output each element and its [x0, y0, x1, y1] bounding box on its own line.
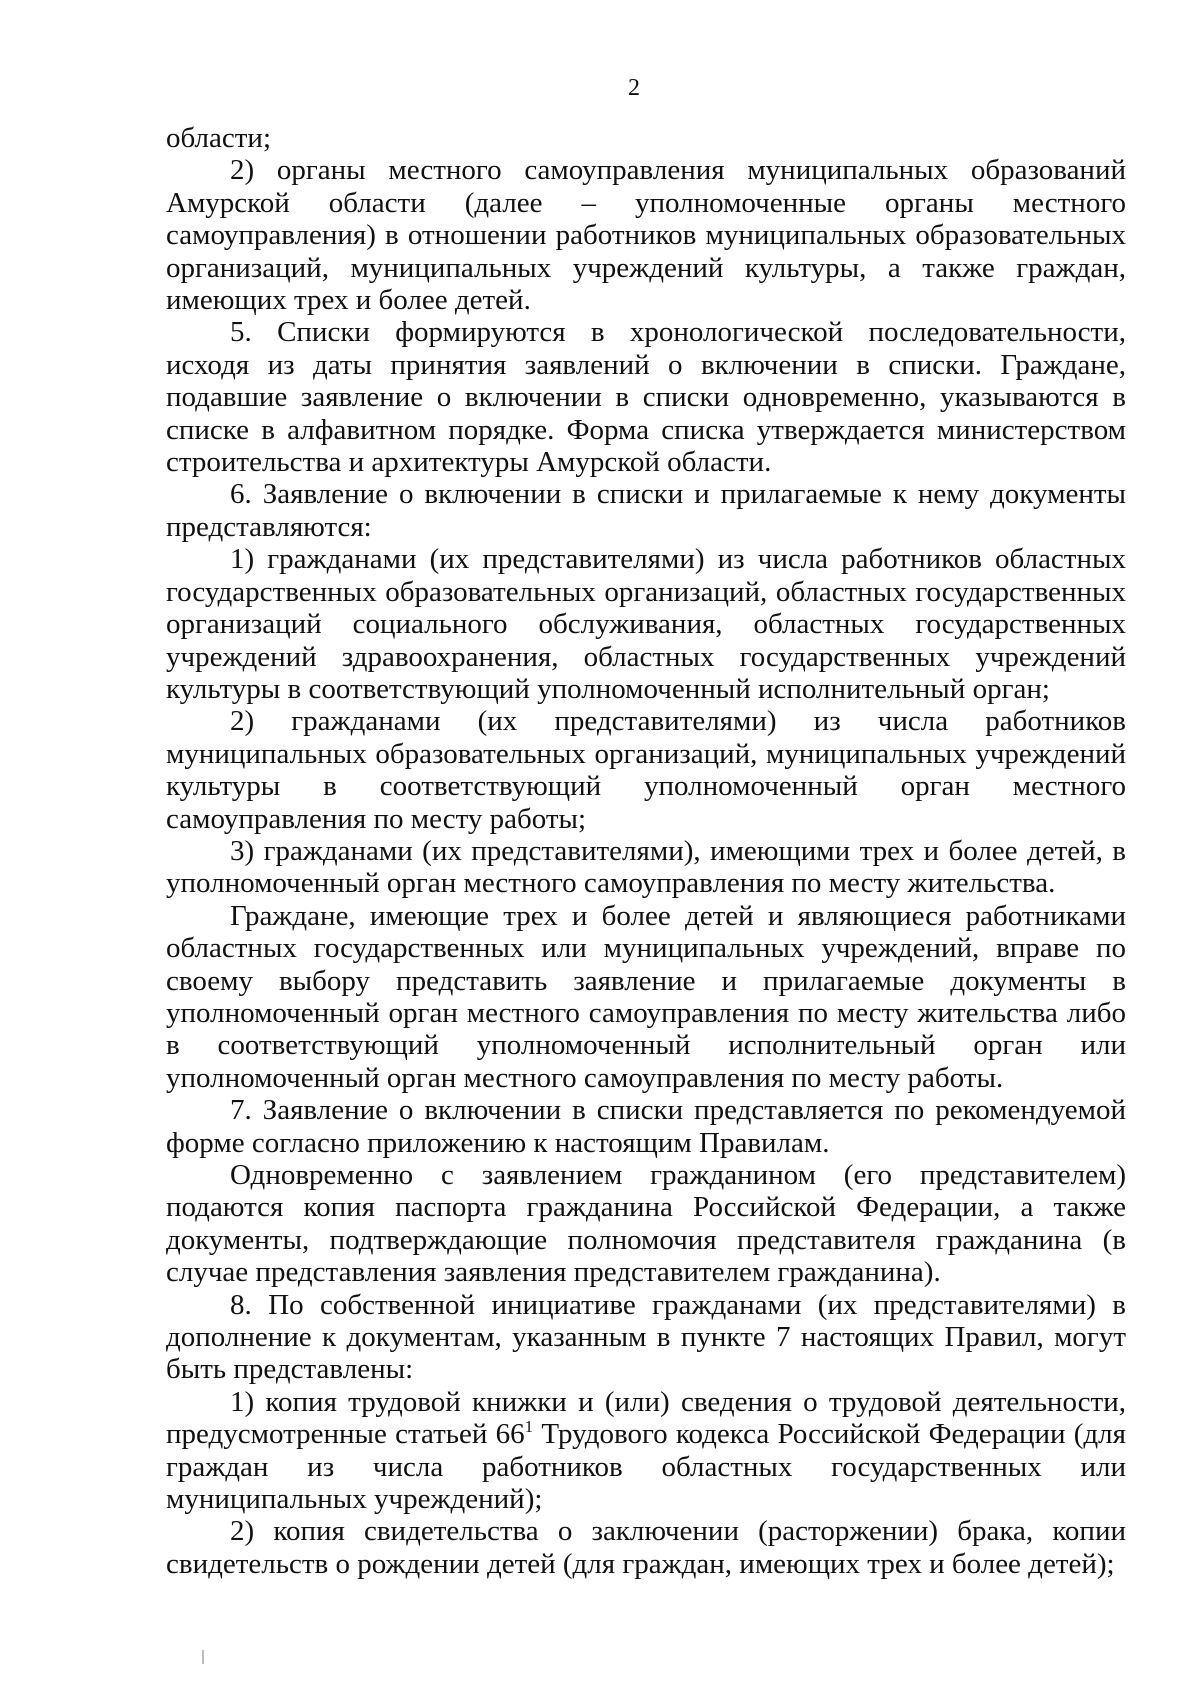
paragraph-clause-6-item-2: 2) гражданами (их представителями) из числа работников муниципальных образовательных организаций, муниципальных учреждений культуры в соответствующий уполномоченный орган местного самоуправления по месту работы; [166, 705, 1126, 835]
paragraph-clause-7: 7. Заявление о включении в списки представляется по рекомендуемой форме согласно приложению к настоящим Правилам. [166, 1094, 1126, 1159]
article-superscript: 1 [524, 1417, 534, 1437]
paragraph-clause-8-item-1 [166, 1386, 1126, 1516]
paragraph-clause-6-item-3: 3) гражданами (их представителями), имеющими трех и более детей, в уполномоченный орган местного самоуправления по месту жительства. [166, 834, 1126, 900]
clause-8-item-1-text-before: 1) копия трудовой книжки и (или) сведения о трудовой деятельности, предусмотренные статьей 66 [166, 1385, 1126, 1451]
page-number: 2 [628, 75, 640, 101]
clause-8-item-1-text-after: Трудового кодекса Российской Федерации (для граждан из числа работников областных государственных или муниципальных учреждений); [166, 1418, 1126, 1516]
paragraph-item-2-municipal-bodies: 2) органы местного самоуправления муниципальных образований Амурской области (далее – уполномоченные органы местного самоуправления) в отношении работников муниципальных образовательных организаций, муниципальных учреждений культуры, а также граждан, имеющих трех и более детей. [166, 154, 1126, 317]
paragraph-clause-7-documents: Одновременно с заявлением гражданином (его представителем) подаются копия паспорта гражданина Российской Федерации, а также документы, подтверждающие полномочия представителя гражданина (в случае представления заявления представителем гражданина). [166, 1159, 1126, 1289]
paragraph-clause-5: 5. Списки формируются в хронологической последовательности, исходя из даты принятия заявлений о включении в списки. Граждане, подавшие заявление о включении в списки одновременно, указываются в списке в алфавитном порядке. Форма списка утверждается министерством строительства и архитектуры Амурской области. [166, 316, 1126, 479]
paragraph-clause-6-item-1: 1) гражданами (их представителями) из числа работников областных государственных образовательных организаций, областных государственных организаций социального обслуживания, областных государственных учреждений здравоохранения, областных государственных учреждений культуры в соответствующий уполномоченный исполнительный орган; [166, 543, 1126, 705]
paragraph-clause-8-item-2: 2) копия свидетельства о заключении (расторжении) брака, копии свидетельств о рождении детей (для граждан, имеющих трех и более детей); [166, 1515, 1126, 1580]
scan-artifact-mark [202, 1650, 204, 1664]
paragraph-large-families-choice: Граждане, имеющие трех и более детей и являющиеся работниками областных государственных или муниципальных учреждений, вправе по своему выбору представить заявление и прилагаемые документы в уполномоченный орган местного самоуправления по месту жительства либо в соответствующий уполномоченный исполнительный орган или уполномоченный орган местного самоуправления по месту работы. [166, 899, 1126, 1094]
paragraph-clause-6: 6. Заявление о включении в списки и прилагаемые к нему документы представляются: [166, 478, 1126, 543]
paragraph-continuation: области; [166, 122, 271, 154]
paragraph-clause-8: 8. По собственной инициативе гражданами (их представителями) в дополнение к документам, указанным в пункте 7 настоящих Правил, могут быть представлены: [166, 1288, 1126, 1386]
document-body [166, 122, 1126, 1580]
